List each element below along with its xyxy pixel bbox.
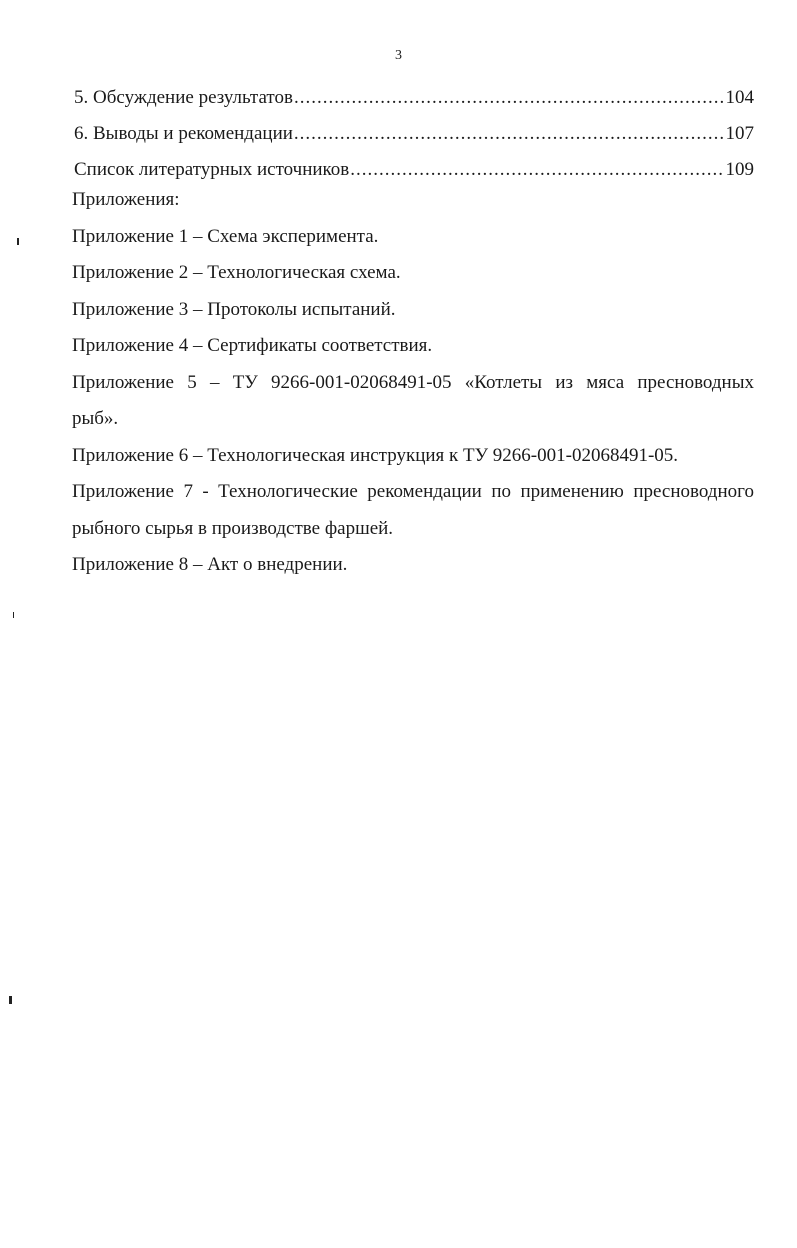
scan-artifact-mark [9,996,12,1004]
toc-entry-label: 5. Обсуждение результатов [74,87,293,108]
toc-entry [74,80,754,116]
appendix-5-line-2: рыб». [72,408,119,429]
appendix-item: Приложение 2 – Технологическая схема. [72,262,401,283]
appendix-item: Приложение 3 – Протоколы испытаний. [72,298,396,320]
appendix-7-line-2: рыбного сырья в производстве фаршей. [72,517,394,539]
appendix-item: Приложение 4 – Сертификаты соответствия. [72,335,433,356]
toc-entry [74,116,754,152]
table-of-contents [74,80,754,188]
toc-leader-dots [294,80,725,116]
appendix-5-line-1: Приложение 5 – ТУ 9266-001-02068491-05 «Котлеты из мяса пресноводных [72,371,754,393]
toc-leader-dots [294,116,725,152]
scan-artifact-mark [17,238,19,245]
appendices-list [72,182,754,584]
toc-entry-label: Список литературных источников [74,159,350,180]
appendix-7-line-1: Приложение 7 - Технологические рекомендации по применению пресноводного [72,481,754,502]
toc-entry-label: 6. Выводы и рекомендации [74,123,293,144]
appendix-6: Приложение 6 – Технологическая инструкция к ТУ 9266-001-02068491-05. [72,444,679,466]
appendix-8: Приложение 8 – Акт о внедрении. [72,554,348,575]
appendices-heading: Приложения: [72,189,180,210]
page-number: 3 [395,48,402,63]
toc-entry-page: 104 [725,87,754,108]
toc-entry-page: 109 [725,159,754,180]
appendix-item: Приложение 1 – Схема эксперимента. [72,225,379,247]
toc-entry-page: 107 [725,123,754,144]
scan-artifact-mark [13,612,14,618]
